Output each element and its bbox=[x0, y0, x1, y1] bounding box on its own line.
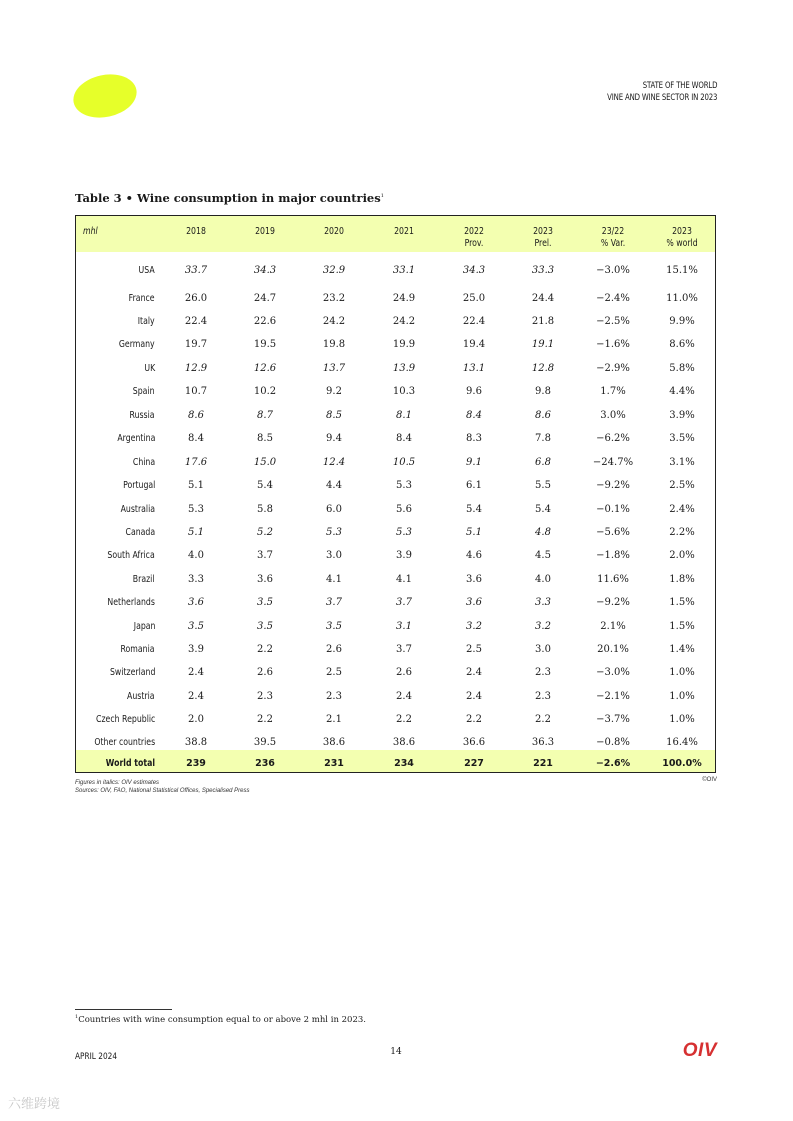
column-header-line-1: 2023 bbox=[672, 226, 692, 237]
year-value-cell: 8.4 bbox=[396, 433, 412, 444]
world-share-cell: 1.0% bbox=[669, 691, 695, 702]
column-header-line-2: % Var. bbox=[600, 238, 626, 249]
notes-italics: Figures in italics: OIV estimates bbox=[75, 780, 160, 786]
table-row bbox=[76, 407, 715, 427]
world-share-cell: 16.4% bbox=[666, 737, 698, 748]
year-value-cell: 13.1 bbox=[462, 363, 486, 374]
year-value-cell: 5.4 bbox=[535, 504, 551, 515]
year-value-cell: 2.5 bbox=[466, 644, 482, 655]
year-value-cell: 19.1 bbox=[531, 339, 555, 350]
country-name: Germany bbox=[119, 339, 155, 350]
world-share-cell: 2.2% bbox=[669, 527, 695, 538]
year-value-cell: 23.2 bbox=[322, 293, 346, 304]
country-name: Switzerland bbox=[109, 667, 155, 678]
header-line-2: VINE AND WINE SECTOR IN 2023 bbox=[606, 93, 717, 103]
table-row bbox=[76, 360, 715, 380]
year-value-cell: 2.3 bbox=[326, 691, 342, 702]
year-value-cell: 4.1 bbox=[326, 574, 342, 585]
year-value-cell: 10.3 bbox=[392, 386, 416, 397]
country-name: Austria bbox=[127, 691, 155, 702]
variation-cell: −5.6% bbox=[596, 527, 630, 538]
column-header bbox=[584, 226, 641, 250]
country-name: Netherlands bbox=[107, 597, 155, 608]
year-value-cell: 36.6 bbox=[462, 737, 486, 748]
column-header bbox=[445, 226, 502, 250]
table-row bbox=[76, 383, 715, 403]
variation-cell: 1.7% bbox=[600, 386, 626, 397]
year-value-cell: 36.3 bbox=[531, 737, 555, 748]
year-value-cell: 32.9 bbox=[322, 265, 346, 276]
page-number: 14 bbox=[390, 1047, 402, 1057]
variation-cell: −2.4% bbox=[596, 293, 630, 304]
column-header-line-1: 2020 bbox=[324, 226, 344, 237]
country-name: South Africa bbox=[107, 550, 155, 561]
year-value-cell: 22.4 bbox=[462, 316, 486, 327]
year-value-cell: 19.7 bbox=[184, 339, 208, 350]
year-value-cell: 2.6 bbox=[257, 667, 273, 678]
country-name: Argentina bbox=[116, 433, 155, 444]
variation-cell: −2.5% bbox=[596, 316, 630, 327]
country-name: Russia bbox=[129, 410, 155, 421]
year-value-cell: 19.8 bbox=[322, 339, 346, 350]
table-row bbox=[76, 454, 715, 474]
year-value-cell: 8.1 bbox=[396, 410, 412, 421]
year-value-cell: 12.4 bbox=[322, 457, 346, 468]
variation-cell: −3.0% bbox=[596, 265, 630, 276]
year-value-cell: 8.4 bbox=[188, 433, 204, 444]
year-value-cell: 2.3 bbox=[257, 691, 273, 702]
year-value-cell: 3.0 bbox=[535, 644, 551, 655]
table-row bbox=[76, 734, 715, 754]
oiv-logo: OIV bbox=[682, 1040, 717, 1061]
year-value-cell: 5.3 bbox=[188, 504, 204, 515]
table-row bbox=[76, 313, 715, 333]
year-value-cell: 13.9 bbox=[392, 363, 416, 374]
variation-cell: −2.9% bbox=[596, 363, 630, 374]
year-value-cell: 26.0 bbox=[184, 293, 208, 304]
table-row bbox=[76, 618, 715, 638]
footnote-rule bbox=[75, 1009, 172, 1010]
country-name: Spain bbox=[133, 386, 155, 397]
year-value-cell: 8.7 bbox=[257, 410, 273, 421]
table-row bbox=[76, 547, 715, 567]
year-value-cell: 8.5 bbox=[257, 433, 273, 444]
year-value-cell: 4.6 bbox=[466, 550, 482, 561]
year-value-cell: 3.3 bbox=[535, 597, 551, 608]
world-share-cell: 2.4% bbox=[669, 504, 695, 515]
world-share-cell: 2.5% bbox=[669, 480, 695, 491]
variation-cell: −3.0% bbox=[596, 667, 630, 678]
variation-cell: 2.1% bbox=[600, 621, 626, 632]
title-footnote-mark: 1 bbox=[380, 193, 384, 200]
world-share-cell: 8.6% bbox=[669, 339, 695, 350]
year-value-cell: 5.3 bbox=[326, 527, 342, 538]
variation-cell: −24.7% bbox=[592, 457, 634, 468]
column-header bbox=[514, 226, 571, 250]
country-name: Canada bbox=[125, 527, 155, 538]
consumption-table bbox=[75, 215, 716, 773]
year-value-cell: 5.1 bbox=[188, 527, 204, 538]
year-value-cell: 24.2 bbox=[392, 316, 416, 327]
footnote-mark: 1 bbox=[75, 1014, 79, 1020]
year-value-cell: 33.7 bbox=[184, 265, 208, 276]
variation-cell: −1.6% bbox=[596, 339, 630, 350]
table-row bbox=[76, 524, 715, 544]
year-value-cell: 17.6 bbox=[184, 457, 208, 468]
footnote bbox=[75, 1014, 366, 1025]
year-value-cell: 3.7 bbox=[257, 550, 273, 561]
table-row bbox=[76, 688, 715, 708]
year-value-cell: 9.8 bbox=[535, 386, 551, 397]
world-share-cell: 1.5% bbox=[669, 597, 695, 608]
year-value-cell: 2.4 bbox=[188, 667, 204, 678]
year-value-cell: 12.8 bbox=[531, 363, 555, 374]
year-value-cell: 4.0 bbox=[535, 574, 551, 585]
year-value-cell: 3.6 bbox=[188, 597, 204, 608]
variation-cell: −3.7% bbox=[596, 714, 630, 725]
year-value-cell: 22.4 bbox=[184, 316, 208, 327]
year-value-cell: 3.6 bbox=[466, 597, 482, 608]
column-header-line-1: 2023 bbox=[533, 226, 553, 237]
year-value-cell: 13.7 bbox=[322, 363, 346, 374]
table-title-text: Table 3 • Wine consumption in major countries bbox=[75, 191, 381, 205]
world-share-cell: 2.0% bbox=[669, 550, 695, 561]
variation-cell: −2.6% bbox=[595, 758, 631, 769]
country-name: Italy bbox=[138, 316, 155, 327]
world-share-cell: 1.0% bbox=[669, 714, 695, 725]
year-value-cell: 3.6 bbox=[257, 574, 273, 585]
world-share-cell: 15.1% bbox=[666, 265, 698, 276]
year-value-cell: 2.2 bbox=[466, 714, 482, 725]
table-row bbox=[76, 501, 715, 521]
year-value-cell: 5.3 bbox=[396, 527, 412, 538]
column-header bbox=[305, 226, 362, 238]
year-value-cell: 39.5 bbox=[253, 737, 277, 748]
year-value-cell: 4.0 bbox=[188, 550, 204, 561]
country-name: China bbox=[132, 457, 155, 468]
world-share-cell: 1.8% bbox=[669, 574, 695, 585]
year-value-cell: 2.4 bbox=[396, 691, 412, 702]
table-row bbox=[76, 477, 715, 497]
world-share-cell: 1.5% bbox=[669, 621, 695, 632]
year-value-cell: 12.6 bbox=[253, 363, 277, 374]
header-line-1: STATE OF THE WORLD bbox=[642, 81, 717, 91]
country-name: World total bbox=[105, 758, 155, 769]
variation-cell: −2.1% bbox=[596, 691, 630, 702]
year-value-cell: 5.1 bbox=[188, 480, 204, 491]
world-share-cell: 3.1% bbox=[669, 457, 695, 468]
variation-cell: 20.1% bbox=[597, 644, 629, 655]
variation-cell: −0.8% bbox=[596, 737, 630, 748]
table-row bbox=[76, 664, 715, 684]
variation-cell: −6.2% bbox=[596, 433, 630, 444]
running-header bbox=[607, 80, 717, 104]
year-value-cell: 19.9 bbox=[392, 339, 416, 350]
year-value-cell: 5.6 bbox=[396, 504, 412, 515]
year-value-cell: 10.5 bbox=[392, 457, 416, 468]
world-share-cell: 11.0% bbox=[666, 293, 698, 304]
year-value-cell: 5.2 bbox=[257, 527, 273, 538]
year-value-cell: 3.1 bbox=[396, 621, 412, 632]
year-value-cell: 5.1 bbox=[466, 527, 482, 538]
year-value-cell: 15.0 bbox=[253, 457, 277, 468]
year-value-cell: 3.2 bbox=[466, 621, 482, 632]
year-value-cell: 7.8 bbox=[535, 433, 551, 444]
column-header-line-1: 23/22 bbox=[601, 226, 625, 237]
year-value-cell: 3.9 bbox=[188, 644, 204, 655]
year-value-cell: 5.3 bbox=[396, 480, 412, 491]
table-row bbox=[76, 262, 715, 282]
year-value-cell: 33.1 bbox=[392, 265, 416, 276]
column-header bbox=[83, 226, 116, 238]
year-value-cell: 2.4 bbox=[466, 691, 482, 702]
year-value-cell: 34.3 bbox=[462, 265, 486, 276]
year-value-cell: 2.2 bbox=[535, 714, 551, 725]
table-row bbox=[76, 641, 715, 661]
column-header-line-2: Prel. bbox=[534, 238, 552, 249]
year-value-cell: 19.5 bbox=[253, 339, 277, 350]
year-value-cell: 2.6 bbox=[396, 667, 412, 678]
year-value-cell: 4.4 bbox=[326, 480, 342, 491]
year-value-cell: 9.4 bbox=[326, 433, 342, 444]
year-value-cell: 3.6 bbox=[466, 574, 482, 585]
year-value-cell: 2.1 bbox=[326, 714, 342, 725]
year-value-cell: 3.5 bbox=[188, 621, 204, 632]
year-value-cell: 4.8 bbox=[535, 527, 551, 538]
year-value-cell: 2.4 bbox=[466, 667, 482, 678]
year-value-cell: 3.0 bbox=[326, 550, 342, 561]
year-value-cell: 239 bbox=[186, 758, 206, 769]
total-row bbox=[76, 755, 715, 775]
footer-date: APRIL 2024 bbox=[75, 1052, 118, 1062]
year-value-cell: 8.6 bbox=[535, 410, 551, 421]
variation-cell: −9.2% bbox=[596, 597, 630, 608]
year-value-cell: 231 bbox=[324, 758, 344, 769]
year-value-cell: 8.3 bbox=[466, 433, 482, 444]
year-value-cell: 19.4 bbox=[462, 339, 486, 350]
year-value-cell: 2.6 bbox=[326, 644, 342, 655]
year-value-cell: 3.9 bbox=[396, 550, 412, 561]
year-value-cell: 5.5 bbox=[535, 480, 551, 491]
column-header-line-1: mhl bbox=[83, 226, 98, 237]
year-value-cell: 3.3 bbox=[188, 574, 204, 585]
year-value-cell: 25.0 bbox=[462, 293, 486, 304]
column-header bbox=[167, 226, 224, 238]
year-value-cell: 24.2 bbox=[322, 316, 346, 327]
year-value-cell: 236 bbox=[255, 758, 275, 769]
year-value-cell: 22.6 bbox=[253, 316, 277, 327]
variation-cell: −9.2% bbox=[596, 480, 630, 491]
year-value-cell: 3.2 bbox=[535, 621, 551, 632]
year-value-cell: 38.8 bbox=[184, 737, 208, 748]
country-name: Japan bbox=[133, 621, 155, 632]
column-header-line-1: 2019 bbox=[255, 226, 275, 237]
year-value-cell: 8.6 bbox=[188, 410, 204, 421]
table-row bbox=[76, 430, 715, 450]
year-value-cell: 3.7 bbox=[396, 644, 412, 655]
year-value-cell: 10.2 bbox=[253, 386, 277, 397]
table-row bbox=[76, 571, 715, 591]
world-share-cell: 3.5% bbox=[669, 433, 695, 444]
year-value-cell: 33.3 bbox=[531, 265, 555, 276]
year-value-cell: 227 bbox=[464, 758, 484, 769]
footnote-text: Countries with wine consumption equal to or above 2 mhl in 2023. bbox=[78, 1014, 366, 1025]
year-value-cell: 12.9 bbox=[184, 363, 208, 374]
country-name: Other countries bbox=[94, 737, 155, 748]
watermark: 六维跨境 bbox=[8, 1097, 61, 1112]
year-value-cell: 6.0 bbox=[326, 504, 342, 515]
year-value-cell: 38.6 bbox=[392, 737, 416, 748]
column-header bbox=[653, 226, 710, 250]
table-row bbox=[76, 594, 715, 614]
world-share-cell: 1.4% bbox=[669, 644, 695, 655]
world-share-cell: 1.0% bbox=[669, 667, 695, 678]
year-value-cell: 234 bbox=[394, 758, 414, 769]
year-value-cell: 5.4 bbox=[466, 504, 482, 515]
table-notes bbox=[75, 779, 250, 795]
year-value-cell: 38.6 bbox=[322, 737, 346, 748]
column-header bbox=[236, 226, 293, 238]
notes-sources: Sources: OIV, FAO, National Statistical Offices, Specialised Press bbox=[75, 788, 250, 794]
country-name: UK bbox=[144, 363, 155, 374]
table-row bbox=[76, 336, 715, 356]
country-name: Australia bbox=[120, 504, 155, 515]
year-value-cell: 2.0 bbox=[188, 714, 204, 725]
year-value-cell: 6.8 bbox=[535, 457, 551, 468]
year-value-cell: 34.3 bbox=[253, 265, 277, 276]
year-value-cell: 5.4 bbox=[257, 480, 273, 491]
year-value-cell: 3.5 bbox=[257, 597, 273, 608]
year-value-cell: 2.3 bbox=[535, 667, 551, 678]
year-value-cell: 2.3 bbox=[535, 691, 551, 702]
year-value-cell: 4.1 bbox=[396, 574, 412, 585]
world-share-cell: 3.9% bbox=[669, 410, 695, 421]
year-value-cell: 221 bbox=[533, 758, 553, 769]
year-value-cell: 9.2 bbox=[326, 386, 342, 397]
country-name: Romania bbox=[120, 644, 155, 655]
table-row bbox=[76, 290, 715, 310]
country-name: Brazil bbox=[133, 574, 155, 585]
year-value-cell: 24.9 bbox=[392, 293, 416, 304]
table-row bbox=[76, 711, 715, 731]
variation-cell: 11.6% bbox=[597, 574, 629, 585]
country-name: Portugal bbox=[122, 480, 155, 491]
world-share-cell: 4.4% bbox=[669, 386, 695, 397]
year-value-cell: 2.2 bbox=[396, 714, 412, 725]
country-name: Czech Republic bbox=[95, 714, 155, 725]
world-share-cell: 9.9% bbox=[669, 316, 695, 327]
year-value-cell: 2.4 bbox=[188, 691, 204, 702]
country-name: France bbox=[129, 293, 155, 304]
column-header bbox=[375, 226, 432, 238]
country-name: USA bbox=[138, 265, 155, 276]
column-header-line-2: Prov. bbox=[464, 238, 484, 249]
table-title bbox=[75, 191, 384, 205]
world-share-cell: 100.0% bbox=[662, 758, 702, 769]
year-value-cell: 24.7 bbox=[253, 293, 277, 304]
variation-cell: −1.8% bbox=[596, 550, 630, 561]
year-value-cell: 9.1 bbox=[466, 457, 482, 468]
year-value-cell: 10.7 bbox=[184, 386, 208, 397]
year-value-cell: 3.7 bbox=[326, 597, 342, 608]
year-value-cell: 8.4 bbox=[466, 410, 482, 421]
year-value-cell: 2.5 bbox=[326, 667, 342, 678]
year-value-cell: 21.8 bbox=[531, 316, 555, 327]
year-value-cell: 3.5 bbox=[257, 621, 273, 632]
year-value-cell: 3.7 bbox=[396, 597, 412, 608]
column-header-line-1: 2022 bbox=[464, 226, 484, 237]
year-value-cell: 5.8 bbox=[257, 504, 273, 515]
variation-cell: −0.1% bbox=[596, 504, 630, 515]
year-value-cell: 6.1 bbox=[466, 480, 482, 491]
year-value-cell: 4.5 bbox=[535, 550, 551, 561]
variation-cell: 3.0% bbox=[600, 410, 626, 421]
column-header-line-2: % world bbox=[666, 238, 698, 249]
year-value-cell: 2.2 bbox=[257, 644, 273, 655]
copyright-credit: ©OIV bbox=[702, 777, 717, 783]
year-value-cell: 24.4 bbox=[531, 293, 555, 304]
year-value-cell: 9.6 bbox=[466, 386, 482, 397]
year-value-cell: 8.5 bbox=[326, 410, 342, 421]
column-header-line-1: 2021 bbox=[394, 226, 414, 237]
year-value-cell: 2.2 bbox=[257, 714, 273, 725]
year-value-cell: 3.5 bbox=[326, 621, 342, 632]
world-share-cell: 5.8% bbox=[669, 363, 695, 374]
decorative-blob bbox=[69, 69, 140, 123]
column-header-line-1: 2018 bbox=[186, 226, 206, 237]
